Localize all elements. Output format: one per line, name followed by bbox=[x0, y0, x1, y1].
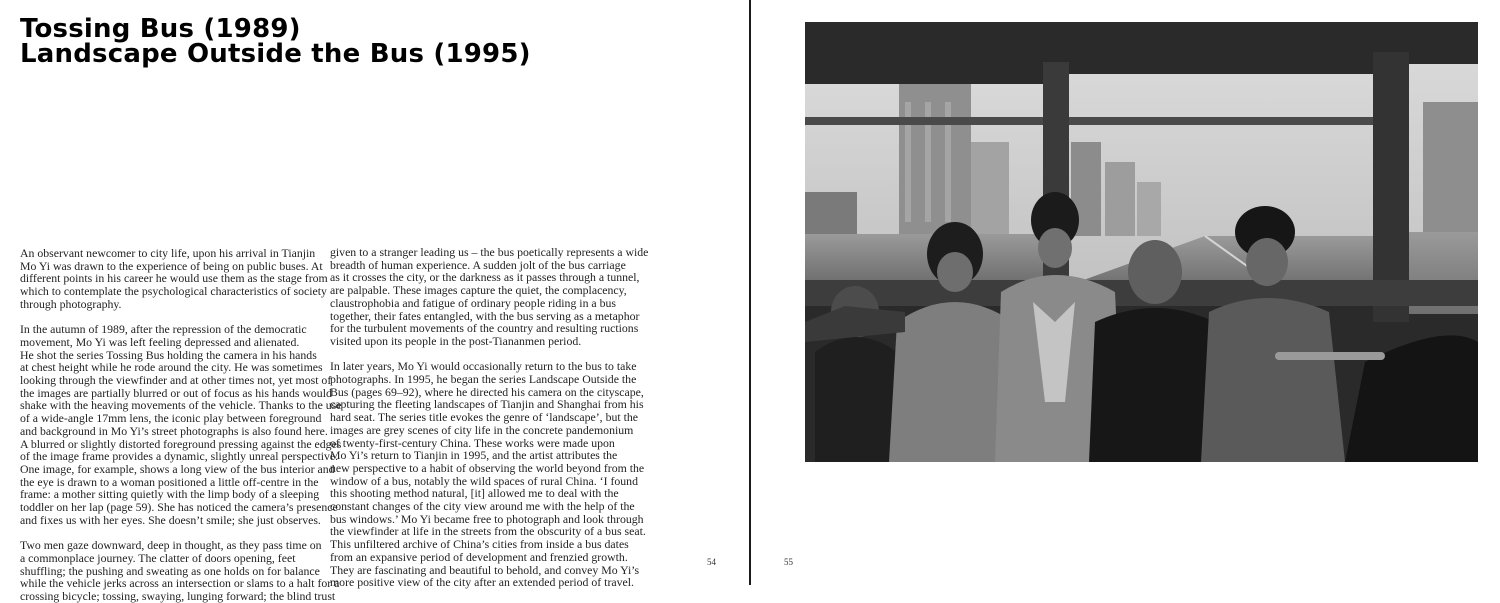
text-line: the images are partially blurred or out of focus as his hands would bbox=[20, 385, 332, 400]
text-line: visited upon its people in the post-Tiananmen period. bbox=[330, 333, 582, 348]
paragraph bbox=[20, 538, 340, 603]
text-line: frame: a mother sitting quietly with the limp body of a sleeping bbox=[20, 487, 320, 502]
text-line: the eye is drawn to a woman positioned a little off-centre in the bbox=[20, 474, 319, 489]
text-line: the viewfinder at life in the streets from the obscurity of a bus seat. bbox=[330, 524, 646, 539]
text-line: Mo Yi’s return to Tianjin in 1995, and the artist attributes the bbox=[330, 448, 618, 463]
page-number-right: 55 bbox=[784, 557, 793, 567]
text-line: Mo Yi was drawn to the experience of being on public buses. At bbox=[20, 258, 323, 273]
right-page bbox=[751, 0, 1500, 585]
grab-rail bbox=[805, 117, 1395, 125]
window-center bbox=[1067, 74, 1377, 286]
text-line: This unfiltered archive of China’s cities from inside a bus dates bbox=[330, 537, 629, 552]
text-line: of twenty-first-century China. These works were made upon bbox=[330, 435, 615, 450]
text-line: this shooting method natural, [it] allowed me to deal with the bbox=[330, 486, 619, 501]
text-line: shake with the heaving movements of the vehicle. Thanks to the use bbox=[20, 398, 342, 413]
text-line: Two men gaze downward, deep in thought, as they pass time on bbox=[20, 538, 322, 553]
text-line: looking through the viewfinder and at other times not, yet most of bbox=[20, 373, 332, 388]
text-line: photographs. In 1995, he began the series Landscape Outside the bbox=[330, 372, 637, 387]
text-line: In the autumn of 1989, after the repression of the democratic bbox=[20, 322, 307, 337]
text-line: given to a stranger leading us – the bus poetically represents a wide bbox=[330, 245, 649, 259]
text-line: window of a bus, notably the wild spaces of rural China. ‘I found bbox=[330, 473, 638, 488]
paragraph bbox=[330, 245, 649, 348]
text-line: shuffling; the pushing and sweating as one holds on for balance bbox=[20, 563, 320, 578]
text-line: more positive view of the city after an extended period of travel. bbox=[330, 575, 634, 590]
seat-rail bbox=[1275, 352, 1385, 360]
text-line: They are fascinating and beautiful to behold, and convey Mo Yi’s bbox=[330, 562, 640, 577]
text-line: In later years, Mo Yi would occasionally return to the bus to take bbox=[330, 359, 637, 374]
text-line: A blurred or slightly distorted foreground pressing against the edges bbox=[20, 436, 342, 451]
text-line: and fixes us with her eyes. She doesn’t smile; she just observes. bbox=[20, 512, 321, 527]
text-line: which to contemplate the psychological characteristics of society bbox=[20, 284, 327, 299]
page-number-left: 54 bbox=[707, 557, 716, 567]
text-column-1 bbox=[20, 246, 342, 603]
text-line: are palpable. These images capture the quiet, the complacency, bbox=[330, 283, 627, 298]
title-line-2: Landscape Outside the Bus (1995) bbox=[20, 39, 531, 69]
text-line: constant changes of the city view around me with the help of the bbox=[330, 499, 635, 514]
paragraph bbox=[20, 246, 328, 311]
bus-interior-photo bbox=[805, 22, 1478, 462]
text-line: new perspective to a habit of observing the world beyond from the bbox=[330, 460, 645, 475]
window-right bbox=[1405, 64, 1478, 314]
left-page bbox=[0, 0, 749, 603]
paragraph bbox=[330, 359, 646, 590]
text-line: different points in his career he would use them as the stage from bbox=[20, 271, 328, 286]
text-line: of the image frame provides a dynamic, slightly unreal perspective. bbox=[20, 449, 339, 464]
text-line: bus windows.’ Mo Yi became free to photograph and look through bbox=[330, 511, 644, 526]
text-line: movement, Mo Yi was left feeling depressed and alienated. bbox=[20, 334, 300, 349]
spread-title bbox=[20, 14, 531, 69]
text-line: from an expansive period of development and frenzied growth. bbox=[330, 549, 628, 564]
text-line: and background in Mo Yi’s street photographs is also found here. bbox=[20, 423, 328, 438]
text-line: claustrophobia and fatigue of ordinary people riding in a bus bbox=[330, 295, 616, 310]
text-line: for the turbulent movements of the country and resulting ructions bbox=[330, 321, 639, 336]
text-line: Bus (pages 69–92), where he directed his camera on the cityscape, bbox=[330, 384, 644, 399]
text-line: together, their fates entangled, with the bus serving as a metaphor bbox=[330, 308, 640, 323]
text-line: capturing the fleeting landscapes of Tianjin and Shanghai from his bbox=[330, 397, 644, 412]
text-line: a commonplace journey. The clatter of doors opening, feet bbox=[20, 550, 296, 565]
text-line: One image, for example, shows a long view of the bus interior and bbox=[20, 461, 335, 476]
paragraph bbox=[20, 322, 342, 527]
text-column-2 bbox=[330, 245, 649, 590]
text-line: An observant newcomer to city life, upon his arrival in Tianjin bbox=[20, 246, 316, 260]
text-line: as it crosses the city, or the darkness as it passes through a tunnel, bbox=[330, 270, 640, 285]
text-line: while the vehicle jerks across an intersection or slams to a halt for a bbox=[20, 576, 340, 591]
text-line: through photography. bbox=[20, 296, 122, 311]
text-line: at chest height while he rode around the city. He was sometimes bbox=[20, 360, 323, 375]
text-line: crossing bicycle; tossing, swaying, lunging forward; the blind trust bbox=[20, 588, 336, 603]
title-line-1: Tossing Bus (1989) bbox=[20, 14, 301, 44]
text-line: images are grey scenes of city life in the concrete pandemonium bbox=[330, 422, 634, 437]
text-line: toddler on her lap (page 59). She has noticed the camera’s presence bbox=[20, 500, 338, 515]
text-line: of a wide-angle 17mm lens, the iconic play between foreground bbox=[20, 411, 322, 426]
text-line: breadth of human experience. A sudden jolt of the bus carriage bbox=[330, 257, 626, 272]
text-line: hard seat. The series title evokes the genre of ‘landscape’, but the bbox=[330, 410, 639, 425]
text-line: He shot the series Tossing Bus holding the camera in his hands bbox=[20, 347, 317, 362]
